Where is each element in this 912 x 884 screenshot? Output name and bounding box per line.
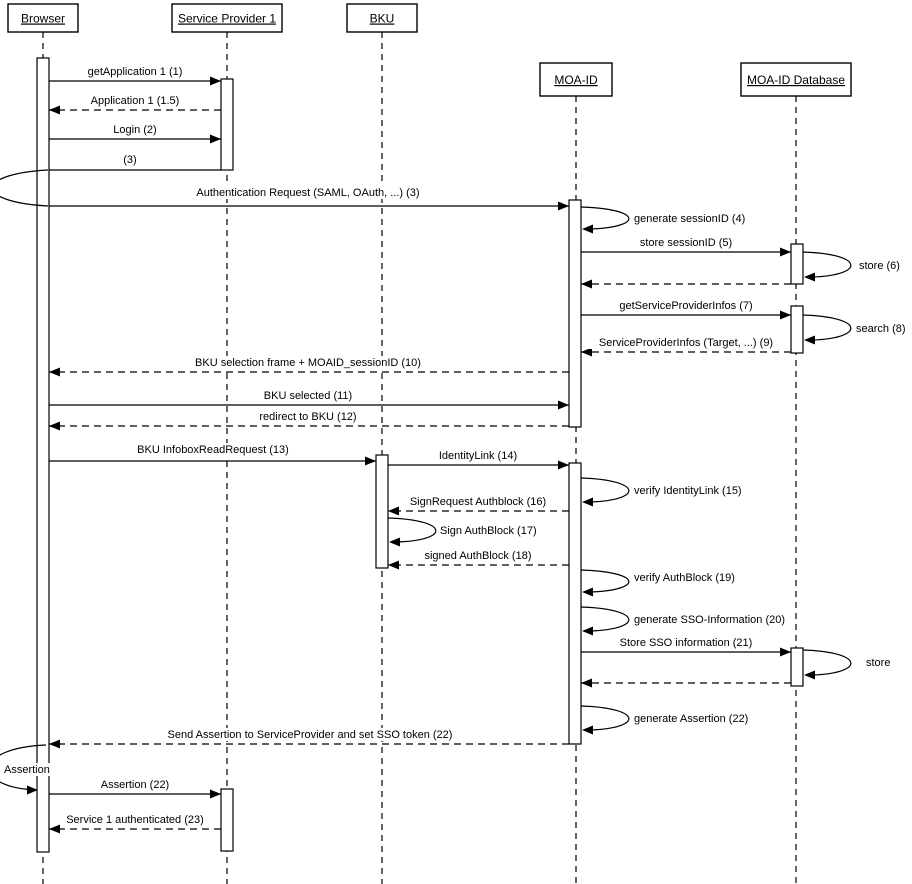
msg-12-arrowhead <box>49 422 60 431</box>
act-db-c <box>791 648 803 686</box>
act-sp1-b <box>221 789 233 851</box>
self-19-loop <box>581 570 629 592</box>
msg-13-label: BKU InfoboxReadRequest (13) <box>137 444 289 456</box>
self-15-label: verify IdentityLink (15) <box>634 485 742 497</box>
self-19-arrowhead <box>582 588 593 597</box>
self-15-loop <box>581 478 629 502</box>
msg-22-send-arrowhead <box>49 740 60 749</box>
self-6-arrowhead <box>804 273 815 282</box>
msg-14-label: IdentityLink (14) <box>438 450 518 462</box>
self-6-label: store (6) <box>859 260 900 272</box>
self-store-arrowhead <box>804 671 815 680</box>
self-8-loop <box>803 315 851 340</box>
act-db-b <box>791 306 803 353</box>
self-4-arrowhead <box>582 225 593 234</box>
act-browser <box>37 58 49 852</box>
self-20-label: generate SSO-Information (20) <box>634 614 786 626</box>
act-db-a <box>791 244 803 284</box>
self-8-label: search (8) <box>856 323 906 335</box>
self-17-loop <box>388 518 436 542</box>
msg-5-arrowhead <box>780 248 791 257</box>
msg-1-label: getApplication 1 (1) <box>87 66 183 78</box>
msg-21-label: Store SSO information (21) <box>619 637 753 649</box>
msg-3-label: Authentication Request (SAML, OAuth, ...) (3) <box>196 187 420 199</box>
actor-label-browser: Browser <box>20 11 66 26</box>
msg-11-label: BKU selected (11) <box>263 390 353 402</box>
self-4-label: generate sessionID (4) <box>634 213 746 225</box>
msg-10-arrowhead <box>49 368 60 377</box>
self-22-label: generate Assertion (22) <box>634 713 749 725</box>
self-15-arrowhead <box>582 498 593 507</box>
self-17-label: Sign AuthBlock (17) <box>440 525 537 537</box>
actor-label-moa-id: MOA-ID <box>554 73 598 87</box>
act-sp1-a <box>221 79 233 170</box>
self-17-arrowhead <box>389 538 400 547</box>
self-19-label: verify AuthBlock (19) <box>634 572 735 584</box>
self-20-arrowhead <box>582 627 593 636</box>
actor-label-bku: BKU <box>369 11 395 26</box>
msg-22-send-label: Send Assertion to ServiceProvider and set SSO token (22) <box>167 729 453 741</box>
msg-9-label: ServiceProviderInfos (Target, ...) (9) <box>598 337 774 349</box>
msg-12-label: redirect to BKU (12) <box>259 411 357 423</box>
self-4-loop <box>581 207 629 229</box>
msg-3-arrowhead <box>558 202 569 211</box>
msg-23-arrowhead <box>49 825 60 834</box>
msg-14-arrowhead <box>558 461 569 470</box>
actor-label-moa-id-database: MOA-ID Database <box>746 73 846 87</box>
msg-21-ret-arrowhead <box>581 679 592 688</box>
browser-loop-bottom-arrowhead <box>27 786 38 795</box>
self-8-arrowhead <box>804 336 815 345</box>
msg-5-label: store sessionID (5) <box>639 237 733 249</box>
msg-1-5-arrowhead <box>49 106 60 115</box>
msg-18-label: signed AuthBlock (18) <box>424 550 532 562</box>
msg-11-arrowhead <box>558 401 569 410</box>
msg-6-ret-arrowhead <box>581 280 592 289</box>
msg-7-label: getServiceProviderInfos (7) <box>619 300 753 312</box>
self-22-arrowhead <box>582 726 593 735</box>
assertion-loop-label: Assertion <box>4 764 50 776</box>
msg-13-arrowhead <box>365 457 376 466</box>
msg-3-line-label: (3) <box>123 154 137 166</box>
msg-16-arrowhead <box>388 507 399 516</box>
msg-18-arrowhead <box>388 561 399 570</box>
self-22-loop <box>581 706 629 730</box>
act-bku <box>376 455 388 568</box>
msg-22-assert-arrowhead <box>210 790 221 799</box>
msg-16-label: SignRequest Authblock (16) <box>409 496 547 508</box>
self-store-label: store <box>866 657 891 669</box>
actor-label-service-provider-1: Service Provider 1 <box>177 11 277 26</box>
msg-21-arrowhead <box>780 648 791 657</box>
msg-1-arrowhead <box>210 77 221 86</box>
msg-1-5-label: Application 1 (1.5) <box>90 95 180 107</box>
msg-23-label: Service 1 authenticated (23) <box>66 814 204 826</box>
msg-7-arrowhead <box>780 311 791 320</box>
msg-2-label: Login (2) <box>113 124 157 136</box>
msg-2-arrowhead <box>210 135 221 144</box>
self-6-loop <box>803 252 851 277</box>
act-moa-b <box>569 463 581 744</box>
act-moa-a <box>569 200 581 427</box>
msg-10-label: BKU selection frame + MOAID_sessionID (10) <box>195 357 421 369</box>
self-20-loop <box>581 607 629 631</box>
self-store-loop <box>803 650 851 675</box>
msg-22-assert-label: Assertion (22) <box>100 779 170 791</box>
